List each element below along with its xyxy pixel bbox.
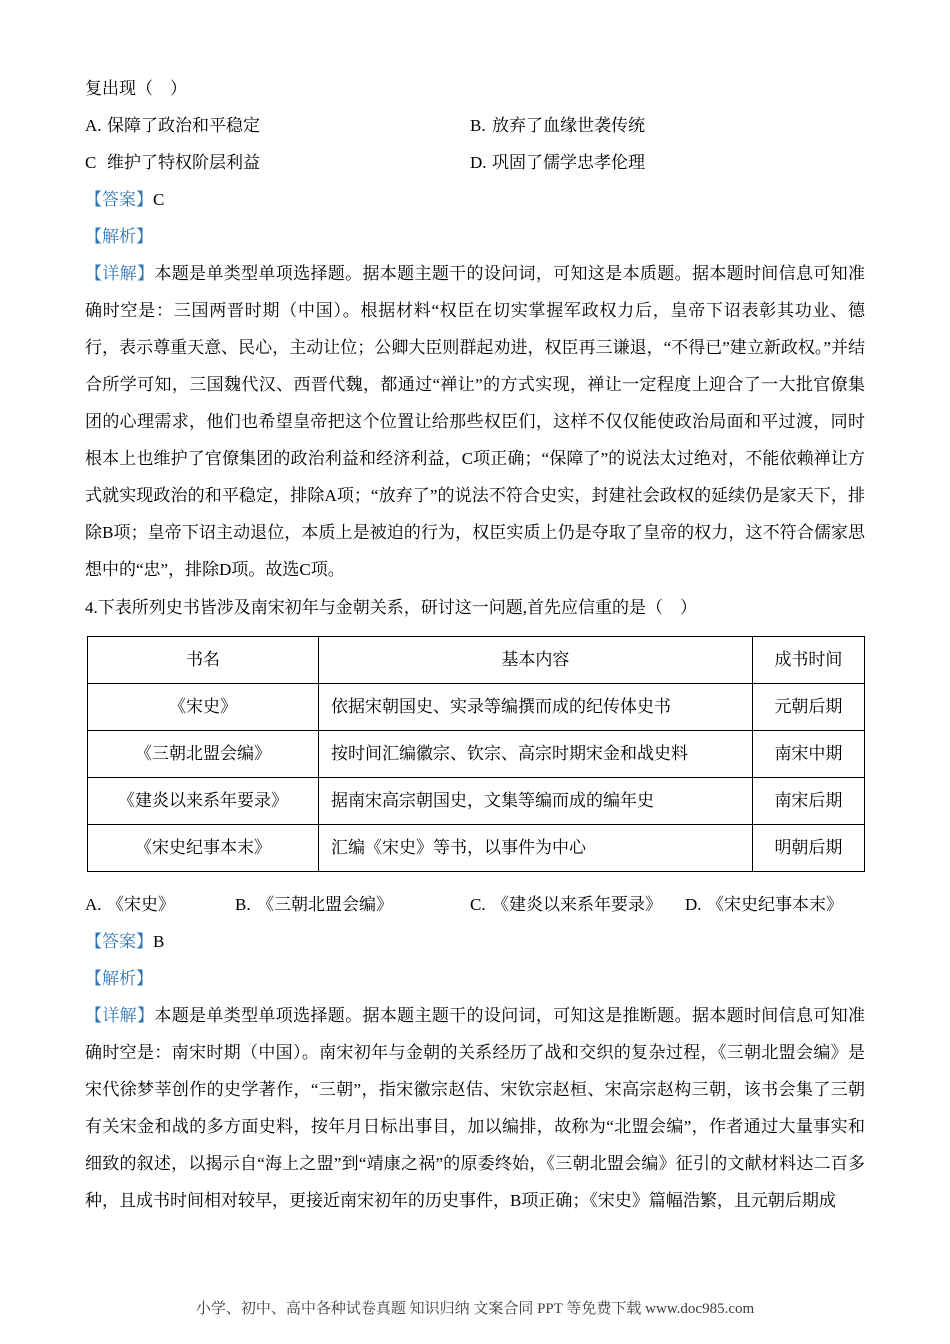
q3-option-a [85,107,470,144]
option-text: 《宋史纪事本末》 [707,895,843,914]
history-books-table [87,636,865,872]
q4-option-a [85,886,235,923]
time-cell: 明朝后期 [752,825,864,872]
option-label: B. [235,895,251,914]
table-row [88,825,865,872]
q3-options [85,107,865,181]
analysis-marker: 【解析】 [85,969,153,988]
header-book-name: 书名 [88,637,319,684]
q4-option-d [685,886,843,923]
content-cell: 依据宋朝国史、实录等编撰而成的纪传体史书 [318,684,752,731]
option-label: D. [685,895,702,914]
q4-options [85,886,865,923]
detail-marker: 【详解】 [85,264,155,283]
answer-marker: 【答案】 [85,190,153,209]
option-label: C. [470,895,486,914]
option-label: C [85,153,97,172]
book-name-cell: 《三朝北盟会编》 [88,731,319,778]
q3-analysis-line [85,218,865,255]
q4-stem: 4.下表所列史书皆涉及南宋初年与金朝关系，研讨这一问题,首先应信重的是（ ） [85,598,697,617]
book-name-cell: 《宋史纪事本末》 [88,825,319,872]
option-text: 《建炎以来系年要录》 [492,895,662,914]
content-cell: 汇编《宋史》等书，以事件为中心 [318,825,752,872]
option-label: D. [470,153,487,172]
table-row [88,731,865,778]
q3-answer-line [85,181,865,218]
footer-url-link[interactable]: www.doc985.com [645,1301,755,1317]
header-completion-time: 成书时间 [752,637,864,684]
q3-stem-tail: 复出现（ ） [85,79,187,98]
q3-option-b [470,107,865,144]
header-basic-content: 基本内容 [318,637,752,684]
answer-value: B [153,932,165,951]
option-label: A. [85,895,102,914]
option-text: 巩固了儒学忠孝伦理 [492,153,645,172]
option-text: 《三朝北盟会编》 [257,895,393,914]
option-text: 《宋史》 [107,895,175,914]
analysis-marker: 【解析】 [85,227,153,246]
option-text: 保障了政治和平稳定 [107,116,260,135]
time-cell: 南宋中期 [752,731,864,778]
page-footer [85,1280,865,1320]
footer-text: 小学、初中、高中各种试卷真题 知识归纳 文案合同 PPT 等免费下载 [195,1301,642,1317]
answer-value: C [153,190,165,209]
option-text: 放弃了血缘世袭传统 [492,116,645,135]
table-row [88,684,865,731]
q4-option-c [470,886,685,923]
answer-marker: 【答案】 [85,932,153,951]
q4-answer-line [85,923,865,960]
detail-text: 本题是单类型单项选择题。据本题主题干的设问词，可知这是本质题。据本题时间信息可知准确时空是：三国两晋时期（中国）。根据材料“权臣在切实掌握军政权力后，皇帝下诏表彰其功业、德行，表示尊重天意、民心，主动让位；公卿大臣则群起劝进，权臣再三谦退，“不得已”建立新政权。”并结合所学可知，三国魏代汉、西晋代魏，都通过“禅让”的方式实现，禅让一定程度上迎合了一大批官僚集团的心理需求，他们也希望皇帝把这个位置让给那些权臣们，这样不仅仅能使政治局面和平过渡，同时根本上也维护了官僚集团的政治利益和经济利益，C项正确；“保障了”的说法太过绝对，不能依赖禅让方式就实现政治的和平稳定，排除A项；“放弃了”的说法不符合史实，封建社会政权的延续仍是家天下，排除B项；皇帝下诏主动退位，本质上是被迫的行为，权臣实质上仍是夺取了皇帝的权力，这不符合儒家思想中的“忠”，排除D项。故选C项。 [85,264,866,579]
content-cell: 按时间汇编徽宗、钦宗、高宗时期宋金和战史料 [318,731,752,778]
option-label: A. [85,116,102,135]
q4-option-b [235,886,470,923]
detail-text: 本题是单类型单项选择题。据本题主题干的设问词，可知这是推断题。据本题时间信息可知准确时空是：南宋时期（中国）。南宋初年与金朝的关系经历了战和交织的复杂过程，《三朝北盟会编》是宋代徐梦莘创作的史学著作，“三朝”，指宋徽宗赵佶、宋钦宗赵桓、宋高宗赵构三朝，该书会集了三朝有关宋金和战的多方面史料，按年月日标出事目，加以编排，故称为“北盟会编”，作者通过大量事实和细致的叙述，以揭示自“海上之盟”到“靖康之祸”的原委终始，《三朝北盟会编》征引的文献材料达二百多种，且成书时间相对较早，更接近南宋初年的历史事件，B项正确；《宋史》篇幅浩繁，且元朝后期成 [85,1006,866,1210]
q3-detail-paragraph [85,255,865,588]
option-text: 维护了特权阶层利益 [107,153,260,172]
book-name-cell: 《建炎以来系年要录》 [88,778,319,825]
time-cell: 南宋后期 [752,778,864,825]
content-cell: 据南宋高宗朝国史，文集等编而成的编年史 [318,778,752,825]
q4-detail-paragraph [85,997,865,1219]
q3-option-d [470,144,865,181]
q4-analysis-line [85,960,865,997]
time-cell: 元朝后期 [752,684,864,731]
book-name-cell: 《宋史》 [88,684,319,731]
table-header-row [88,637,865,684]
option-label: B. [470,116,486,135]
q3-option-c [85,144,470,181]
detail-marker: 【详解】 [85,1006,155,1025]
table-row [88,778,865,825]
